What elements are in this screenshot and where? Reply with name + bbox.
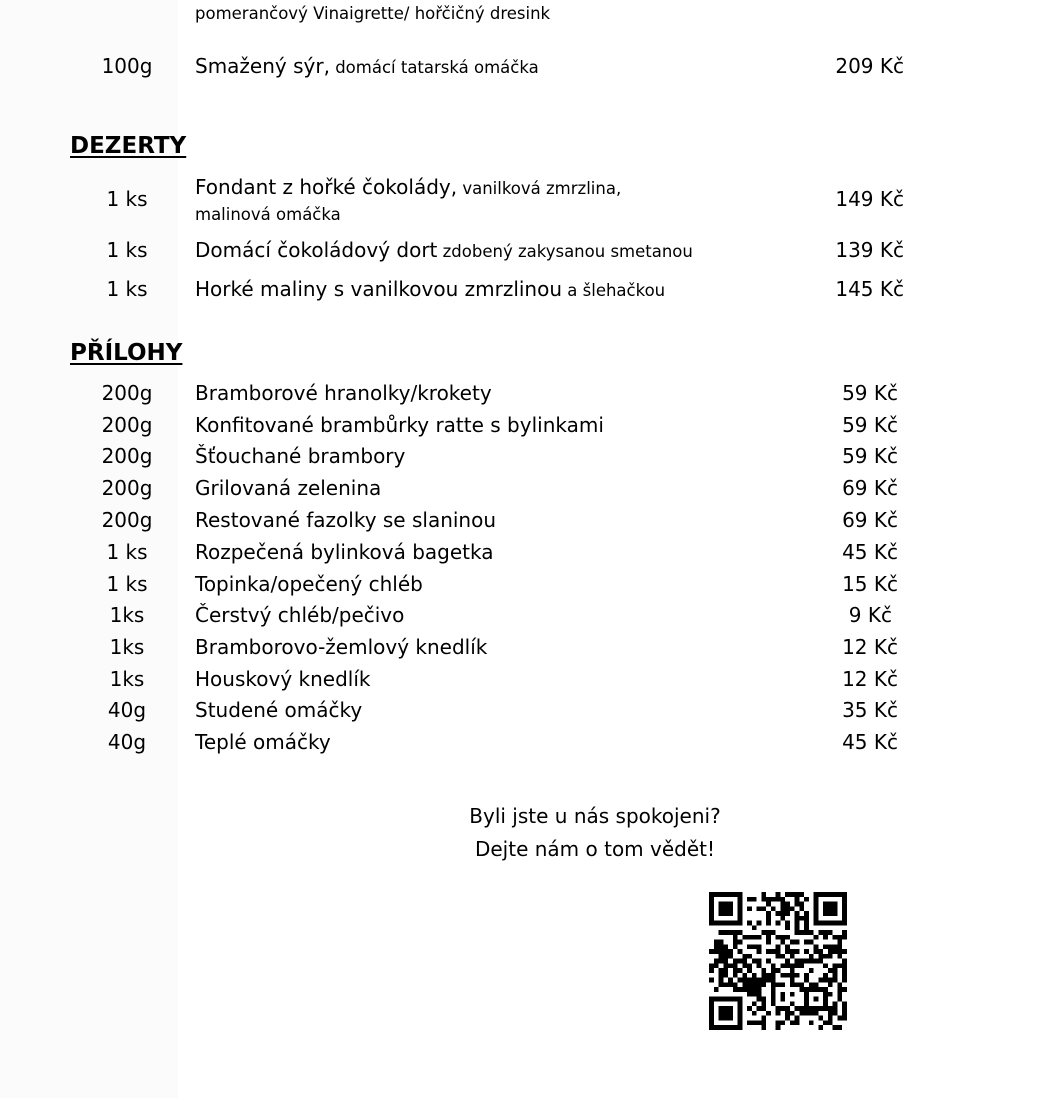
side-qty: 200g [101, 508, 153, 532]
side-price: 9 Kč [848, 603, 892, 627]
side-price: 12 Kč [842, 635, 898, 659]
side-price: 45 Kč [842, 540, 898, 564]
feedback-invite: Dejte nám o tom vědět! [474, 837, 716, 861]
side-name: Topinka/opečený chléb [195, 572, 423, 596]
side-name: Konfitované brambůrky ratte s bylinkami [195, 413, 604, 437]
side-qty: 200g [101, 413, 153, 437]
cheese-qty: 100g [101, 54, 153, 78]
side-qty: 1ks [109, 635, 145, 659]
side-qty: 40g [107, 730, 147, 754]
cheese-title: Smažený sýr, [195, 54, 330, 78]
dessert-name [195, 277, 665, 301]
side-name: Čerstvý chléb/pečivo [195, 603, 405, 627]
cheese-desc: domácí tatarská omáčka [329, 58, 539, 77]
side-qty: 200g [101, 476, 153, 500]
dessert-price: 145 Kč [835, 277, 904, 301]
dessert-desc: a šlehačkou [562, 281, 666, 300]
side-name: Teplé omáčky [195, 730, 331, 754]
cheese-name [195, 54, 539, 78]
side-price: 59 Kč [842, 381, 898, 405]
side-qty: 1 ks [106, 572, 148, 596]
dessert-desc-line2: malinová omáčka [195, 205, 341, 224]
side-qty: 200g [101, 381, 153, 405]
dessert-qty: 1 ks [106, 187, 148, 211]
side-name: Šťouchané brambory [195, 444, 406, 468]
side-price: 69 Kč [842, 476, 898, 500]
side-price: 45 Kč [842, 730, 898, 754]
side-name: Restované fazolky se slaninou [195, 508, 497, 532]
dessert-qty: 1 ks [106, 277, 148, 301]
side-qty: 1 ks [106, 540, 148, 564]
qr-code-icon[interactable] [709, 892, 847, 1030]
dessert-name [195, 175, 621, 199]
side-price: 15 Kč [842, 572, 898, 596]
dessert-desc: zdobený zakysanou smetanou [437, 242, 693, 261]
sides-heading: PŘÍLOHY [70, 340, 183, 366]
dessert-title: Fondant z hořké čokolády, [195, 175, 458, 199]
feedback-question: Byli jste u nás spokojeni? [469, 804, 721, 828]
cheese-price: 209 Kč [835, 54, 904, 78]
dessert-price: 139 Kč [835, 238, 904, 262]
side-name: Bramborové hranolky/krokety [195, 381, 492, 405]
side-name: Studené omáčky [195, 698, 363, 722]
dessert-title: Domácí čokoládový dort [195, 238, 438, 262]
dessert-qty: 1 ks [106, 238, 148, 262]
side-name: Grilovaná zelenina [195, 476, 382, 500]
top-continuation-text: pomerančový Vinaigrette/ hořčičný dresink [195, 4, 551, 23]
dessert-title: Horké maliny s vanilkovou zmrzlinou [195, 277, 563, 301]
dessert-desc: vanilková zmrzlina, [457, 179, 622, 198]
side-qty: 40g [107, 698, 147, 722]
side-price: 69 Kč [842, 508, 898, 532]
side-price: 12 Kč [842, 667, 898, 691]
side-qty: 1ks [109, 667, 145, 691]
side-name: Rozpečená bylinková bagetka [195, 540, 494, 564]
desserts-heading: DEZERTY [70, 133, 187, 159]
side-name: Houskový knedlík [195, 667, 371, 691]
dessert-price: 149 Kč [835, 187, 904, 211]
side-price: 35 Kč [842, 698, 898, 722]
side-qty: 1ks [109, 603, 145, 627]
dessert-name [195, 238, 693, 262]
side-name: Bramborovo-žemlový knedlík [195, 635, 488, 659]
side-price: 59 Kč [842, 444, 898, 468]
side-price: 59 Kč [842, 413, 898, 437]
side-qty: 200g [101, 444, 153, 468]
